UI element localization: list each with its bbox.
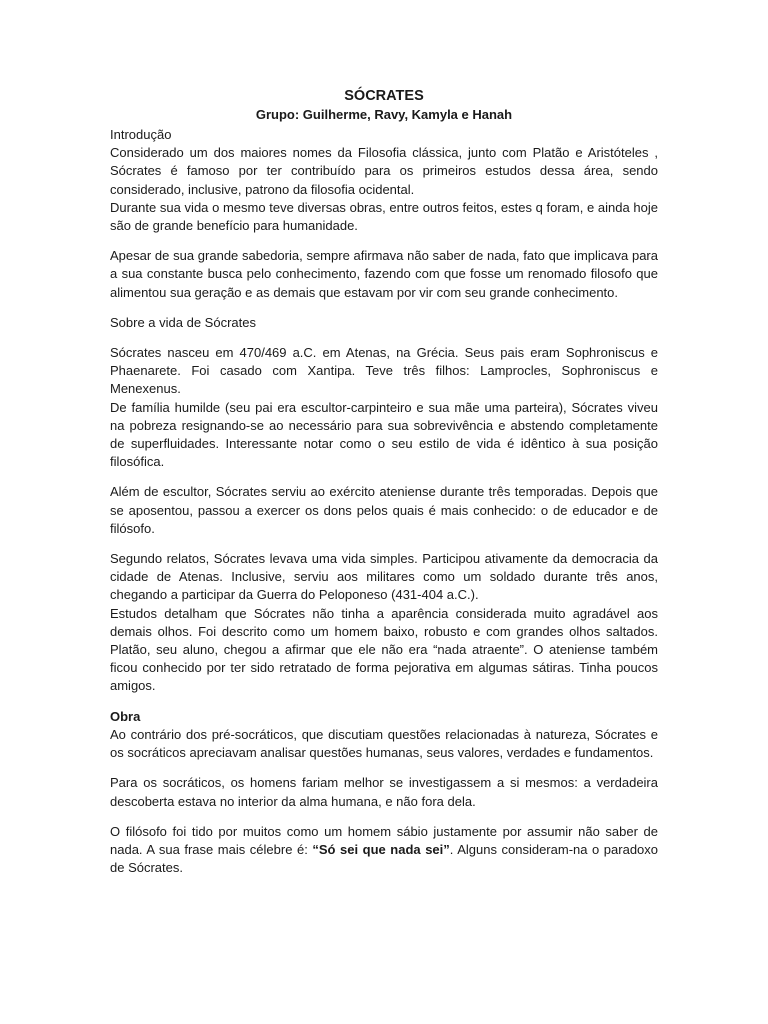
work-paragraph-1: Ao contrário dos pré-socráticos, que discutiam questões relacionadas à natureza, Sócrates e os socráticos apreciavam analisar questões humanas, seus valores, verdades e fundamentos.: [110, 726, 658, 761]
life-paragraph-3: Além de escultor, Sócrates serviu ao exército ateniense durante três temporadas. Depois que se aposentou, passou a exercer os dons pelos quais é mais conhecido: o de educador e de filósofo.: [110, 484, 658, 536]
famous-quote: “Só sei que nada sei”: [312, 841, 450, 857]
work-paragraph-3-start: O filósofo foi tido por muitos como um homem sábio justamente por assumir não saber de nada. A sua frase mais célebre é:: [110, 823, 658, 857]
work-paragraph-3: [110, 823, 658, 878]
intro-paragraph-2: Durante sua vida o mesmo teve diversas obras, entre outros feitos, estes q foram, e ainda hoje são de grande benefício para humanidade.: [110, 199, 658, 234]
work-paragraph-2: Para os socráticos, os homens fariam melhor se investigassem a si mesmos: a verdadeira descoberta estava no interior da alma humana, e não fora dela.: [110, 775, 658, 809]
group-members: Grupo: Guilherme, Ravy, Kamyla e Hanah: [255, 107, 513, 122]
intro-paragraph-3: Apesar de sua grande sabedoria, sempre afirmava não saber de nada, fato que implicava para a sua constante busca pelo conhecimento, fazendo com que fosse um renomado filosofo que alimentou sua geração e as demais que estavam por vir com seu grande conhecimento.: [110, 248, 658, 300]
intro-heading: Introdução: [110, 127, 172, 142]
life-paragraph-5: Estudos detalham que Sócrates não tinha a aparência considerada muito agradável aos demais olhos. Foi descrito como um homem baixo, robusto e com grandes olhos saltados. Platão, seu aluno, chegou a afirmar que ele não era “nada atraente”. O ateniense também ficou conhecido por ter sido retratado de forma pejorativa em algumas sátiras. Tinha poucos amigos.: [110, 605, 658, 694]
life-paragraph-2: De família humilde (seu pai era escultor-carpinteiro e sua mãe uma parteira), Sócrates viveu na pobreza resignando-se ao necessário para sua sobrevivência e abstendo completamente de superfluidades. Interessante notar como o seu estilo de vida é idêntico à sua posição filosófica.: [110, 399, 658, 470]
intro-paragraph-1: Considerado um dos maiores nomes da Filosofia clássica, junto com Platão e Aristóteles , Sócrates é famoso por ter contribuído para os primeiros estudos dessa área, sendo considerado, inclusive, patrono da filosofia ocidental.: [110, 145, 658, 197]
life-paragraph-4: Segundo relatos, Sócrates levava uma vida simples. Participou ativamente da democracia da cidade de Atenas. Inclusive, serviu aos militares como um soldado durante três anos, chegando a participar da Guerra do Peloponeso (431-404 a.C.).: [110, 551, 658, 603]
document-title: SÓCRATES: [344, 88, 424, 104]
work-heading: Obra: [110, 708, 141, 724]
work-paragraph-3-end: . Alguns consideram-na o paradoxo de Sócrates.: [110, 841, 659, 876]
life-heading: Sobre a vida de Sócrates: [110, 314, 256, 330]
life-paragraph-1: Sócrates nasceu em 470/469 a.C. em Atenas, na Grécia. Seus pais eram Sophroniscus e Phaenarete. Foi casado com Xantipa. Teve três filhos: Lamprocles, Sophroniscus e Menexenus.: [110, 345, 658, 397]
document-page: [110, 86, 658, 877]
